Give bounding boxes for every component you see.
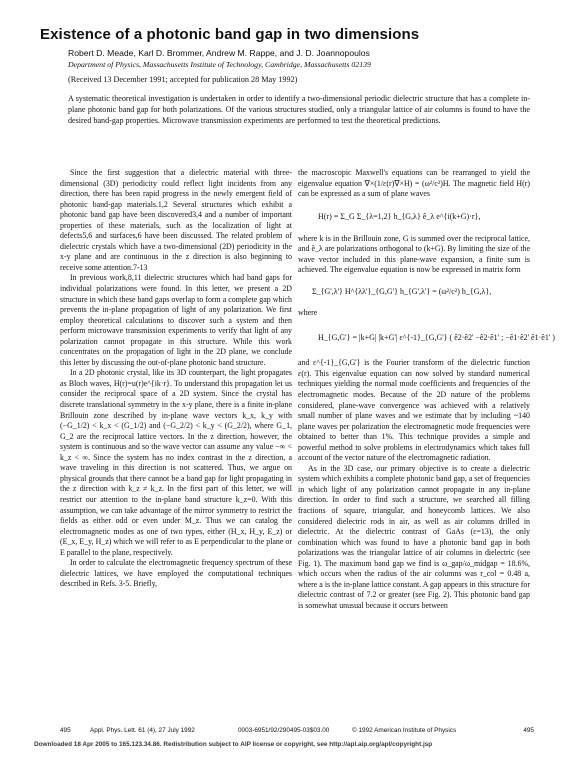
equation-matrix-form: Σ_{G',λ'} H^{λλ'}_{G,G'} h_{G',λ'} = (ω²/c²) h_{G,λ}, (312, 286, 492, 296)
where-label: where (298, 307, 318, 317)
footer-page-left: 495 (60, 727, 71, 734)
paragraph-bloch-waves: In a 2D photonic crystal, like its 3D counterpart, the light propagates as Bloch waves, H(r)=u(r)e^{ik·r}. To understand this propagation let us consider the reciprocal space of a 2D system. Since the crystal has discrete translational symmetry in the x-y plane, there is a finite in-plane Brillouin zone described by in-plane wave vectors k_x, k_y with (−G_1/2) < k_x < (G_1/2) and (−G_2/2) < k_y < (G_2/2), where G_1, G_2 are the reciprocal lattice vectors. In the z direction, however, the system is continuous and so the wave vector can assume any value −∞ < k_z < ∞. Since the system has no index contrast in the z direction, a wave traveling in this direction is not scattered. Thus, we argue on physical grounds that there cannot be a band gap for light propagating in the z direction with k_z ≠ k_z. In the first part of this letter, we will restrict our attention to the in-plane band structure k_z=0. With this assumption, we can take advantage of the mirror symmetry to restrict the fields as either odd or even under M_z. Thus we can catalog the electromagnetic modes as one of two types, either (H_x, H_y, E_z) or (E_x, E_y, H_z) which we will refer to as E perpendicular to the plane or E parallel to the plane, respectively. (60, 368, 292, 557)
paragraph-method: In order to calculate the electromagnetic frequency spectrum of these dielectric lattices, we have employed the computational techniques described in Refs. 3-5. Briefly, (60, 558, 292, 589)
left-column (60, 168, 292, 590)
download-notice: Downloaded 18 Apr 2005 to 165.123.34.86. Redistribution subject to AIP license or copyright, see http://apl.aip.org/apl/copyright.jsp (34, 741, 433, 748)
abstract: A systematic theoretical investigation is undertaken in order to identify a two-dimensional periodic dielectric structure that has a complete in-plane photonic band gap for both polarizations. Of the various structures studied, only a triangular lattice of air columns is found to have the desired band-gap properties. Microwave transmission experiments are performed to test the theoretical predictions. (68, 94, 530, 126)
footer-copyright: © 1992 American Institute of Physics (352, 727, 457, 734)
paragraph-intro: Since the first suggestion that a dielectric material with three-dimensional (3D) periodicity could reflect light incidents from any direction, there has been rapid progress in the newly emergent field of photonic band-gap materials.1,2 Several structures which exhibit a photonic band gap have been discovered3,4 and a number of important properties of these materials, such as the localization of light at defects5,6 and surfaces,6 have been discussed. The related problem of dielectric crystals which have a two-dimensional (2D) periodicity in the x-y plane and are continuous in the z direction is also beginning to receive some attention.7-13 (60, 168, 292, 272)
footer-page-right: 495 (523, 727, 534, 734)
paragraph-previous-work: In previous work,8,11 dielectric structures which had band gaps for individual polarizations were found. In this letter, we present a 2D structure in which these band gaps overlap to form a complete gap which prevents the in-plane propagation of light of any polarization. We first employ theoretical calculations to discover such a system and then perform microwave transmission experiments to verify that light of any polarization cannot propagate in this structure. While this work concentrates on the propagation of light in the 2D plane, we conclude this letter by discussing the out-of-plane photonic band structure. (60, 273, 292, 367)
right-column (298, 168, 555, 612)
footer-code: 0003-6951/92/290495-03$03.00 (238, 727, 330, 734)
paper-title: Existence of a photonic band gap in two dimensions (40, 26, 420, 43)
received-dates: (Received 13 December 1991; accepted for publication 28 May 1992) (68, 75, 298, 84)
paragraph-fourier: and ε^{-1}_{G,G'} is the Fourier transform of the dielectric function ε(r). This eigenvalue equation can now solved by standard numerical techniques yielding the normal mode coefficients and frequencies of the electromagnetic modes. Because of the 2D nature of the problems considered, plane-wave convergence was achieved with a relatively small number of plane waves and we estimate that by including ~140 plane waves per polarization the electromagnetic mode frequencies were obtained to better than 1%. This technique provides a simple and powerful method to solve problems in electrodynamics which takes full account of the vector nature of the electromagnetic radiation. (298, 358, 530, 463)
equation-plane-wave: H(r) = Σ_G Σ_{λ=1,2} h_{G,λ} ê_λ e^{i(k+G)·r}, (318, 211, 481, 221)
footer-journal: Appl. Phys. Lett. 61 (4), 27 July 1992 (90, 727, 195, 734)
equation-hamiltonian: H_{G,G'} = |k+G| |k+G'| ε^{-1}_{G,G'} ( ê2·ê2' −ê2·ê1' ; −ê1·ê2' ê1·ê1' ) (318, 333, 555, 343)
paragraph-brillouin: where k is in the Brillouin zone, G is summed over the reciprocal lattice, and ê_λ are polarizations orthogonal to (k+G). By limiting the size of the wave vector included in this plane-wave expansion, a finite sum is achieved. The eigenvalue equation is now be expressed in matrix form (298, 233, 530, 275)
author-list: Robert D. Meade, Karl D. Brommer, Andrew M. Rappe, and J. D. Joannopoulos (68, 48, 370, 58)
page-footer (60, 727, 534, 738)
affiliation: Department of Physics, Massachusetts Institute of Technology, Cambridge, Massachusetts 02139 (68, 60, 371, 69)
paragraph-3d-case: As in the 3D case, our primary objective is to create a dielectric system which exhibits a complete photonic band gap, a set of frequencies in which light of any polarization cannot propagate in any in-plane direction. In order to find such a structure, we searched all filling fractions of square, triangular, and honeycomb lattices. We also considered dielectric rods in air, as well as air columns drilled in dielectric. At the dielectric contrast of GaAs (ε=13), the only combination which was found to have a photonic band gap in both polarizations was the triangular lattice of air columns in dielectric (see Fig. 1). The maximum band gap we find is ω_gap/ω_midgap = 18.6%, which occurs when the radius of the air columns was r_col = 0.48 a, where a is the in-plane lattice constant. A gap appears in this structure for dielectric contrast of 7.2 or greater (see Fig. 2). This photonic band gap is somewhat unusual because it occurs between (298, 463, 530, 610)
paragraph-maxwell: the macroscopic Maxwell's equations can be rearranged to yield the eigenvalue equation ∇×(1/ε(r)∇×H) = (ω²/c²)H. The magnetic field H(r) can be expressed as a sum of plane waves (298, 168, 530, 199)
